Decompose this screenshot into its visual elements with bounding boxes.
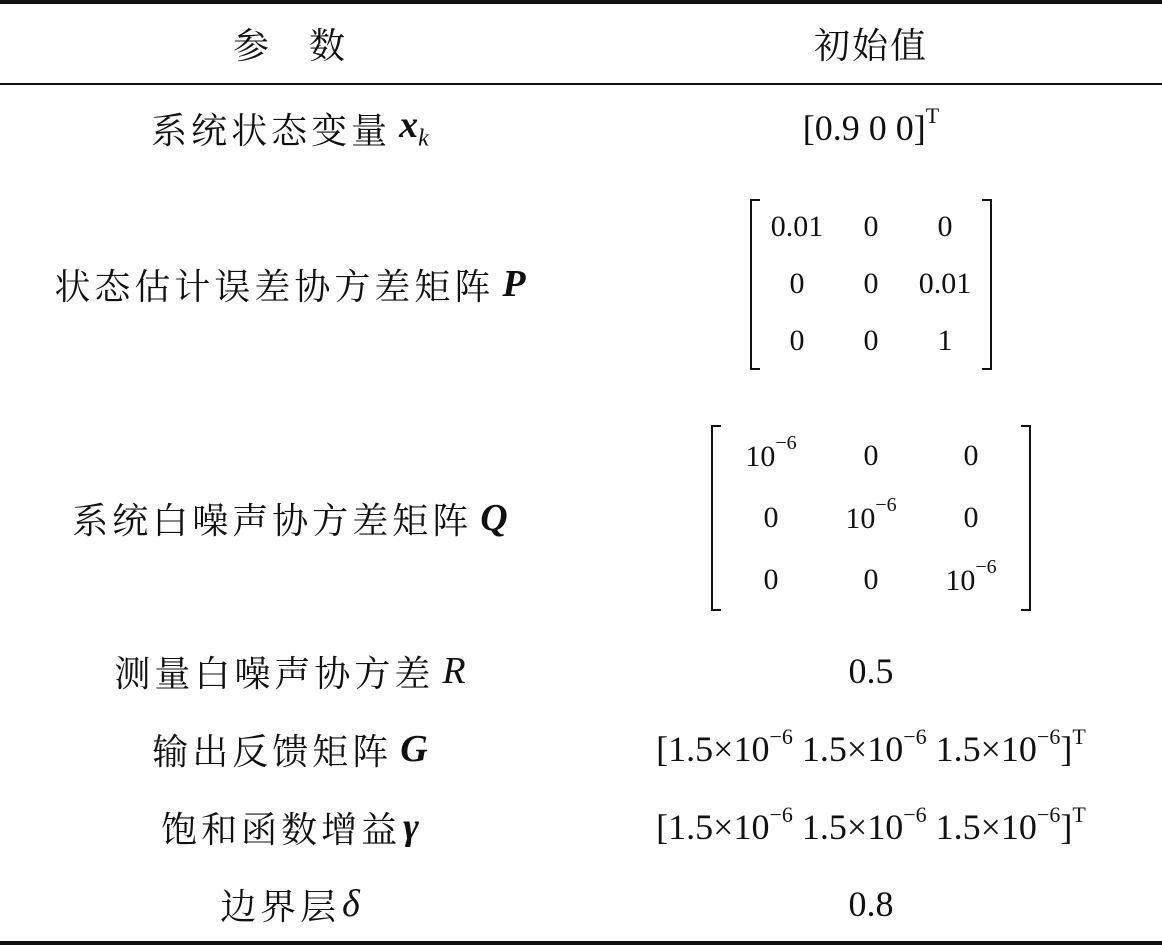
row-label: 系统状态变量 <box>151 110 392 152</box>
row-label: 测量白噪声协方差 <box>114 653 435 695</box>
matrix-cell <box>721 487 821 549</box>
matrix-cell: 0 <box>863 210 879 243</box>
table-row-label <box>0 196 580 372</box>
symbol-subscript: k <box>418 125 429 152</box>
value-exponent: −6 <box>1036 724 1061 749</box>
table-row-value <box>580 868 1162 940</box>
cell-base: 10 <box>945 564 976 597</box>
matrix-cell <box>821 549 921 611</box>
value-part: 1.5×10 <box>792 807 904 847</box>
matrix-p <box>750 199 992 370</box>
table-row-value <box>580 634 1162 708</box>
cell-base: 0 <box>863 439 879 472</box>
value-text: [0.9 0 0] <box>802 108 926 148</box>
matrix-cell <box>821 425 921 487</box>
matrix-cell <box>921 487 1021 549</box>
cell-base: 10 <box>745 440 776 473</box>
row-label: 边界层 <box>220 886 341 928</box>
table-row-label <box>0 790 580 864</box>
header-initial-text: 初始值 <box>813 26 928 67</box>
row-value <box>656 802 1086 848</box>
value-superscript: T <box>925 103 940 128</box>
value-part: 1.5×10 <box>926 807 1037 847</box>
row-symbol: P <box>502 263 526 305</box>
matrix-cell <box>921 549 1021 611</box>
header-param-text: 参 数 <box>232 26 347 67</box>
table-row-value <box>580 420 1162 616</box>
cell-exponent: −6 <box>975 556 997 578</box>
matrix-right-bracket <box>982 199 992 370</box>
row-value <box>802 103 940 149</box>
row-symbol: δ <box>342 883 360 925</box>
matrix-cell: 0 <box>789 324 805 357</box>
matrix-cell <box>821 487 921 549</box>
matrix-cell: 0.01 <box>770 210 824 243</box>
value-exponent: −6 <box>903 802 927 827</box>
value-exponent: −6 <box>769 724 793 749</box>
cell-exponent: −6 <box>775 432 797 454</box>
matrix-cell: 0 <box>863 324 879 357</box>
row-value <box>656 724 1086 770</box>
header-param <box>0 4 580 83</box>
cell-base: 0 <box>863 563 879 596</box>
matrix-cell <box>921 425 1021 487</box>
row-symbol: G <box>400 728 428 770</box>
value-part: 1.5×10 <box>792 729 904 769</box>
row-symbol <box>399 103 429 153</box>
table-bottom-rule <box>0 941 1162 945</box>
matrix-left-bracket <box>750 199 760 370</box>
matrix-cell: 0 <box>937 210 953 243</box>
cell-base: 10 <box>845 502 876 535</box>
table-row-value <box>580 88 1162 168</box>
cell-exponent: −6 <box>875 494 897 516</box>
value-exponent: −6 <box>1036 802 1061 827</box>
table-row-label <box>0 868 580 940</box>
matrix-cell: 0.01 <box>918 267 972 300</box>
row-symbol: Q <box>480 497 508 539</box>
value-part: [1.5×10 <box>656 807 770 847</box>
value-superscript: T <box>1072 724 1086 749</box>
row-value: 0.8 <box>848 884 894 924</box>
value-exponent: −6 <box>769 802 793 827</box>
matrix-q <box>711 425 1031 611</box>
value-exponent: −6 <box>903 724 927 749</box>
cell-base: 0 <box>963 501 979 534</box>
cell-base: 0 <box>763 563 779 596</box>
table-row-value <box>580 196 1162 372</box>
value-part: [1.5×10 <box>656 729 770 769</box>
value-part: 1.5×10 <box>926 729 1037 769</box>
table-row-value <box>580 712 1162 786</box>
matrix-cell: 0 <box>863 267 879 300</box>
symbol-text: x <box>399 104 419 147</box>
table-header-rule <box>0 83 1162 85</box>
value-part: ] <box>1060 807 1073 847</box>
table-row-label <box>0 420 580 616</box>
row-label: 输出反馈矩阵 <box>152 731 393 773</box>
table-row-label <box>0 634 580 708</box>
row-symbol: R <box>442 650 466 692</box>
matrix-right-bracket <box>1021 425 1031 611</box>
matrix-cell <box>721 549 821 611</box>
matrix-cell: 0 <box>789 267 805 300</box>
matrix-cell <box>721 425 821 487</box>
table-row-label <box>0 712 580 786</box>
value-superscript: T <box>1072 802 1086 827</box>
matrix-cell: 1 <box>937 324 953 357</box>
row-symbol: γ <box>403 806 419 848</box>
cell-base: 0 <box>963 439 979 472</box>
row-label: 系统白噪声协方差矩阵 <box>72 500 473 542</box>
row-label: 状态估计误差协方差矩阵 <box>54 266 495 308</box>
table-row-label <box>0 88 580 168</box>
matrix-left-bracket <box>711 425 721 611</box>
cell-base: 0 <box>763 501 779 534</box>
header-initial <box>580 4 1162 83</box>
row-value: 0.5 <box>848 651 894 691</box>
value-part: ] <box>1060 729 1073 769</box>
row-label: 饱和函数增益 <box>161 809 402 851</box>
table-row-value <box>580 790 1162 864</box>
